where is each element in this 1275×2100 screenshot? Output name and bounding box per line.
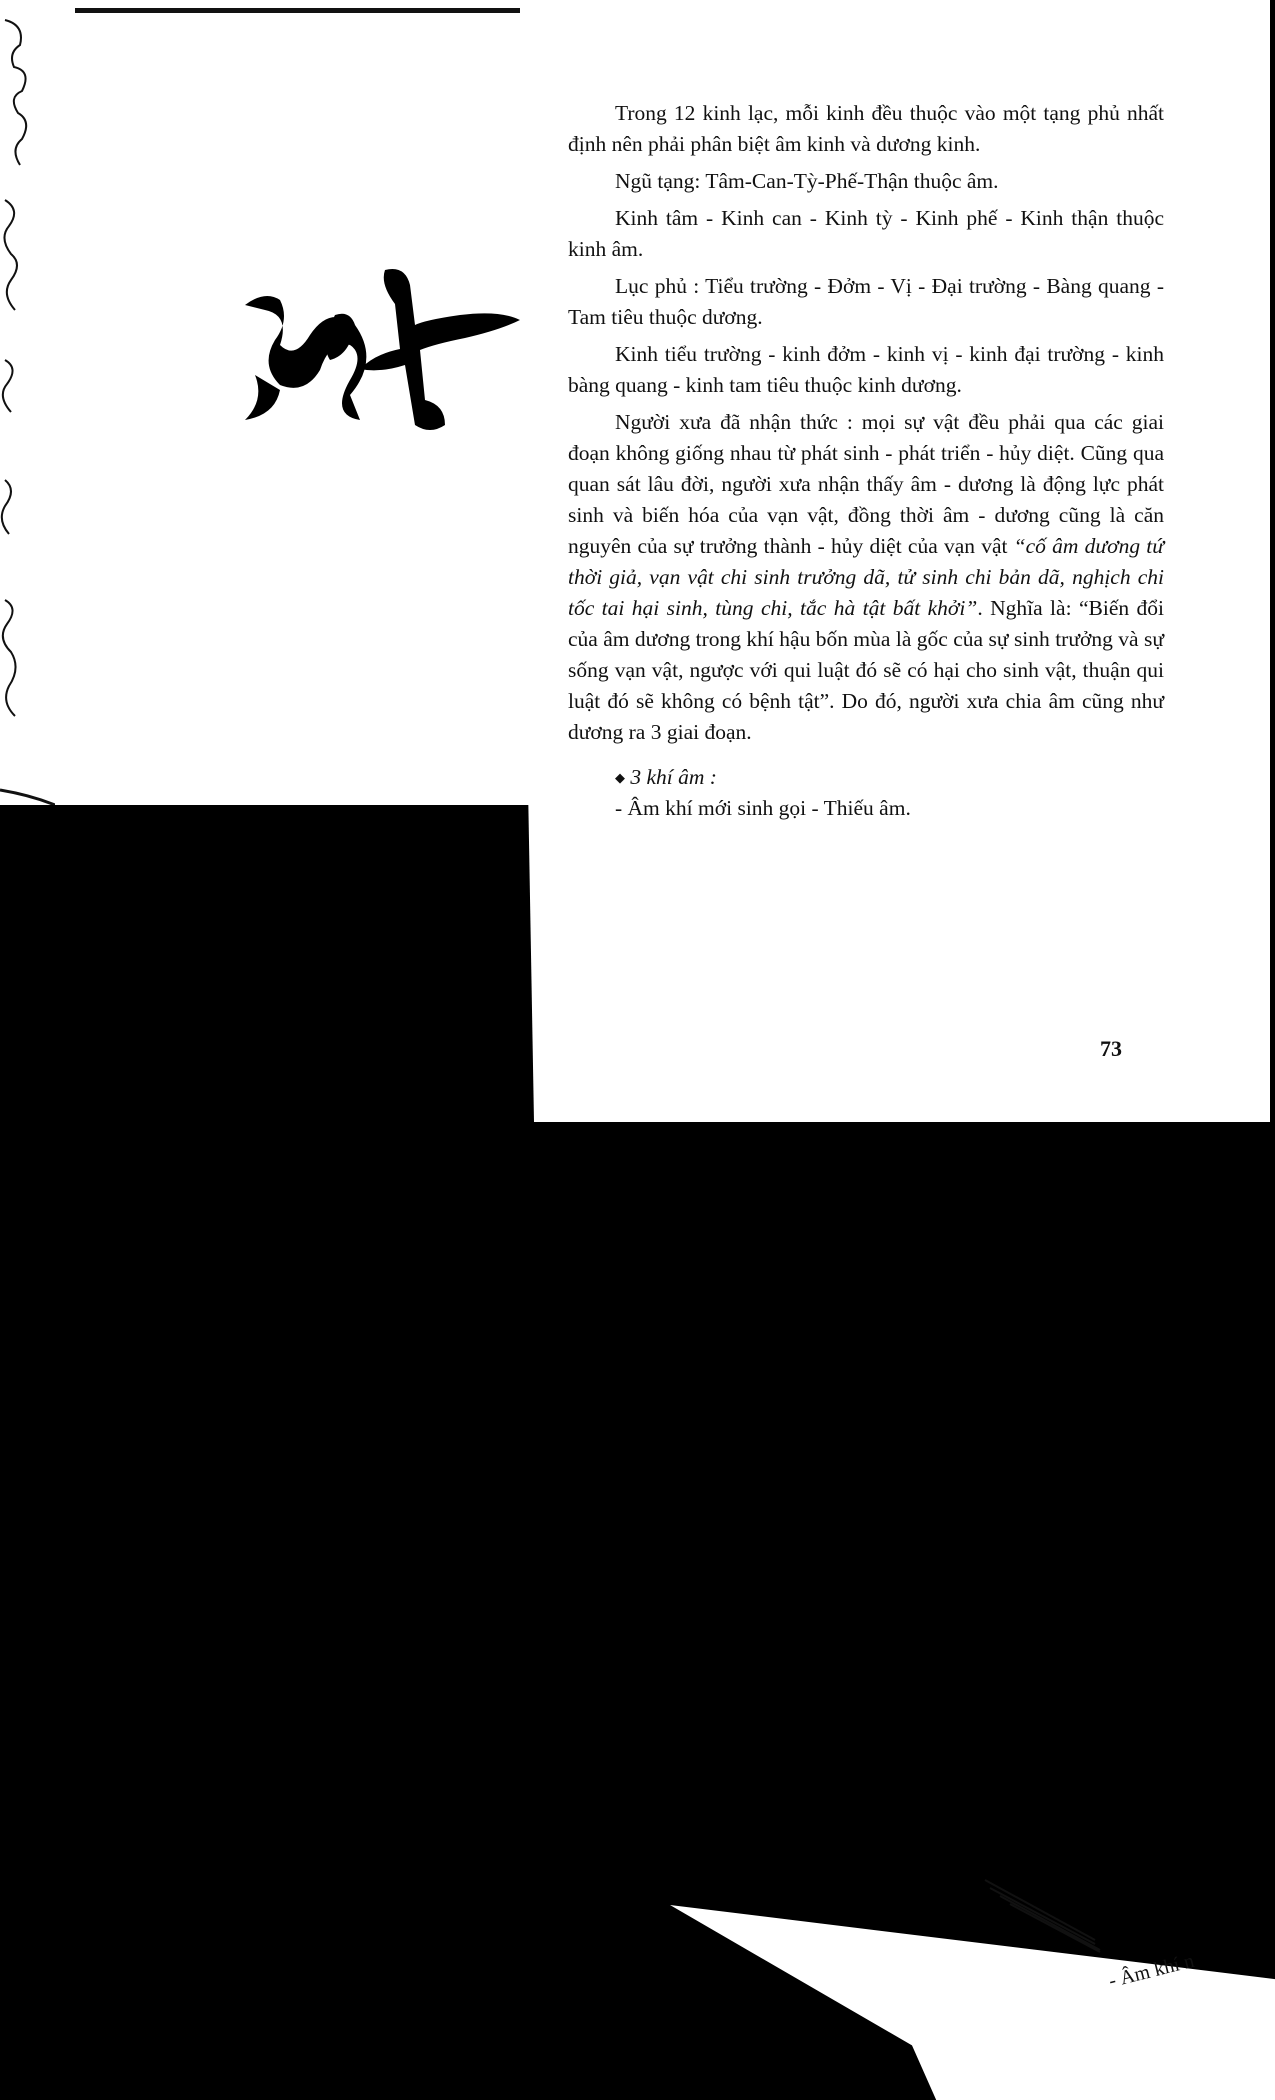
fragment-text: - Âm khí n [1106,1949,1197,1993]
page-number: 73 [1100,1036,1122,1061]
calligraphy-brushstroke-image [235,265,525,435]
paragraph-text: Người xưa đã nhận thức : mọi sự vật đều phải qua các giai đoạn không giống nhau từ phát sinh - phát triển - hủy diệt. Cũng qua quan sát lâu đời, người xưa nhận thấy âm - dương là động lực phát sinh và biến hóa của vạn vật, đồng thời âm - dương cũng là căn nguyên của sự trưởng thành - hủy diệt của vạn vật [568,410,1164,558]
decorative-border-ornament [0,0,55,805]
left-page [0,0,530,805]
subheading [568,762,1164,793]
classical-quote: “cố âm dương tứ thời giả, vạn vật chi sinh trưởng dã, tử sinh chi bản dã, nghịch chi tốc tai hại sinh, tùng chi, tắc hà tật bất khởi” [568,534,1164,620]
paragraph [568,407,1164,748]
paragraph: Ngũ tạng: Tâm-Can-Tỳ-Phế-Thận thuộc âm. [615,169,999,193]
paragraph-text: . Nghĩa là: “Biến đổi của âm dương trong khí hậu bốn mùa là gốc của sự sinh trưởng và sự sống vạn vật, ngược với qui luật đó sẽ có hại cho sinh vật, thuận qui luật đó sẽ không có bệnh tật”. Do đó, người xưa chia âm cũng như dương ra 3 giai đoạn. [568,596,1165,744]
page-body-text [568,98,1164,830]
top-rule [75,8,520,13]
diamond-bullet-icon: ◆ [615,770,625,785]
subheading-text: 3 khí âm : [630,765,717,789]
paragraph: Kinh tâm - Kinh can - Kinh tỳ - Kinh phế - Kinh thận thuộc kinh âm. [568,206,1164,261]
paragraph: Trong 12 kinh lạc, mỗi kinh đều thuộc vào một tạng phủ nhất định nên phải phân biệt âm kinh và dương kinh. [568,101,1164,156]
paragraph: Kinh tiểu trường - kinh đởm - kinh vị - kinh đại trường - kinh bàng quang - kinh tam tiêu thuộc kinh dương. [568,342,1164,397]
paragraph: Lục phủ : Tiểu trường - Đởm - Vị - Đại trường - Bàng quang - Tam tiêu thuộc dương. [568,274,1164,329]
list-item: - Âm khí mới sinh gọi - Thiếu âm. [615,796,911,820]
torn-page-fragment [670,1905,1275,2100]
